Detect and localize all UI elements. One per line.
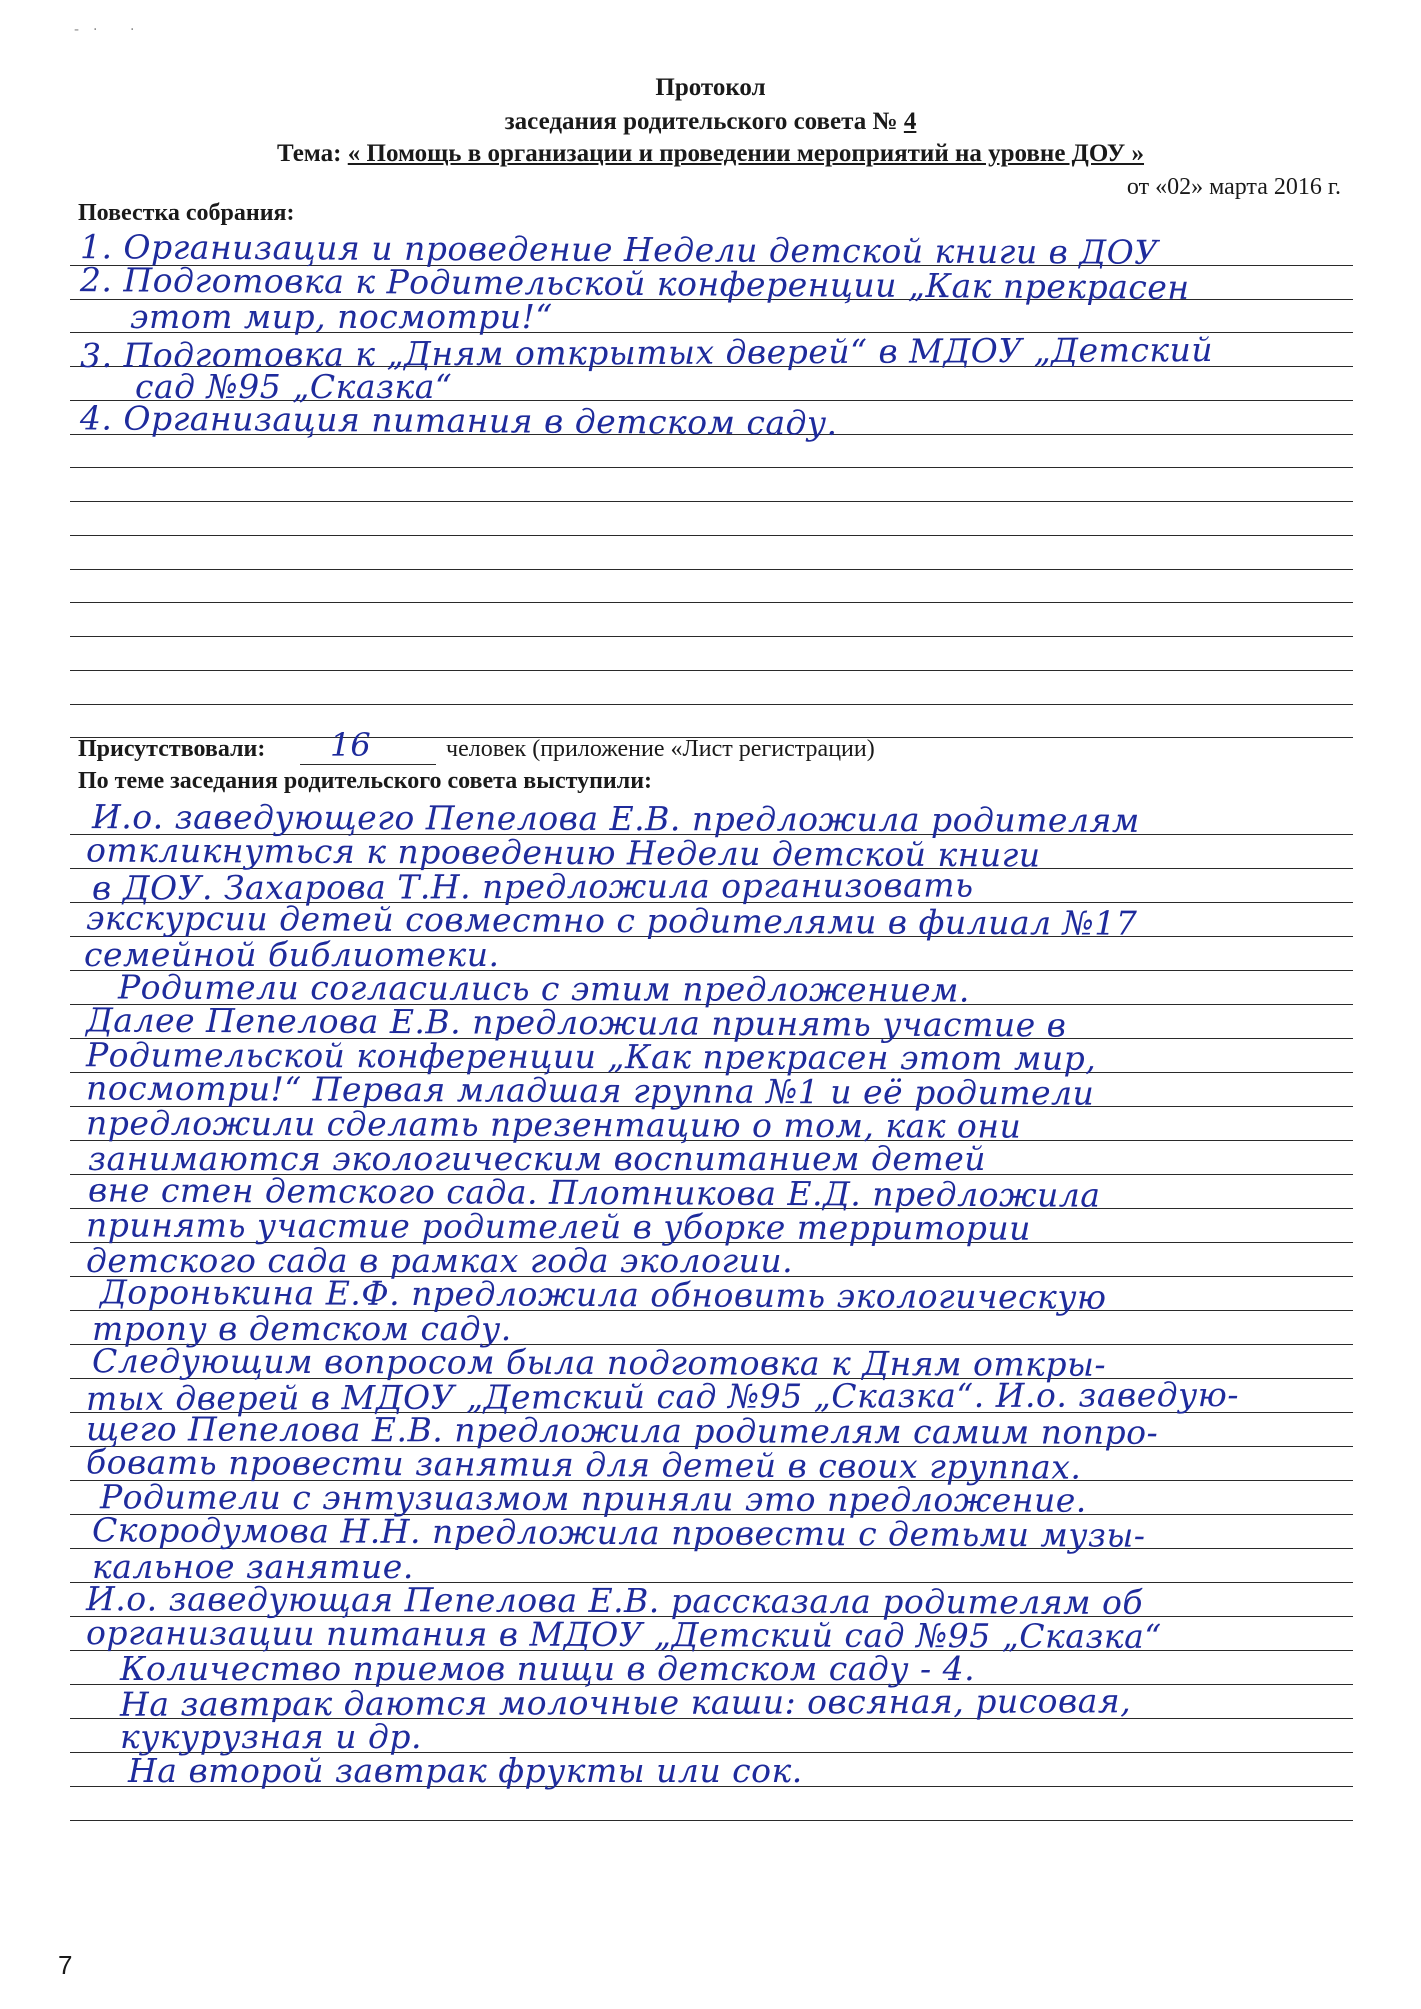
speaker-line: Далее Пепелова Е.В. предложила принять участие в: [85, 1000, 1067, 1045]
speaker-line: щего Пепелова Е.В. предложила родителям самим попро-: [85, 1409, 1159, 1452]
topic-text: « Помощь в организации и проведении мероприятий на уровне ДОУ »: [347, 140, 1145, 167]
agenda-item: этот мир, посмотри!“: [130, 297, 553, 336]
agenda-item: 1. Организация и проведение Недели детской книги в ДОУ: [79, 227, 1159, 272]
speaker-line: Доронькина Е.Ф. предложила обновить экологическую: [99, 1272, 1107, 1317]
speaker-line: кальное занятие.: [92, 1547, 414, 1586]
meeting-date: от «02» марта 2016 г.: [1126, 174, 1341, 200]
speaker-line: посмотри!“ Первая младшая группа №1 и её родители: [85, 1068, 1095, 1113]
page-number: 7: [58, 1950, 73, 1980]
speaker-line: организации питания в МДОУ „Детский сад №95 „Сказка“: [85, 1613, 1162, 1656]
ruled-line: [70, 704, 1353, 705]
speaker-line: принять участие родителей в уборке территории: [85, 1205, 1032, 1248]
attendance-label: Присутствовали:: [78, 736, 266, 762]
ruled-line: [70, 1820, 1353, 1821]
speaker-line: занимаются экологическим воспитанием детей: [88, 1139, 986, 1178]
speaker-line: Следующим вопросом была подготовка к Дням откры-: [91, 1341, 1107, 1384]
agenda-item: 2. Подготовка к Родительской конференции „Как прекрасен: [79, 260, 1190, 307]
speaker-line: экскурсии детей совместно с родителями в филиал №17: [85, 898, 1138, 943]
subtitle-prefix: заседания родительского совета №: [504, 108, 904, 135]
scan-specks: -· ·: [74, 22, 149, 38]
speaker-line: И.о. заведующего Пепелова Е.В. предложила родителям: [91, 797, 1140, 840]
ruled-line: [70, 636, 1353, 637]
ruled-line: [70, 602, 1353, 603]
topic-label: Тема:: [276, 140, 342, 167]
speaker-line: На второй завтрак фрукты или сок.: [128, 1751, 803, 1790]
speaker-line: Родительской конференции „Как прекрасен этот мир,: [85, 1035, 1097, 1078]
speaker-line: в ДОУ. Захарова Т.Н. предложила организовать: [91, 865, 974, 908]
ruled-line: [70, 569, 1353, 570]
speaker-line: семейной библиотеки.: [84, 935, 500, 974]
speaker-line: вне стен детского сада. Плотникова Е.Д. предложила: [87, 1170, 1101, 1215]
speaker-line: На завтрак даются молочные каши: овсяная, рисовая,: [119, 1681, 1132, 1724]
speaker-line: Родители с энтузиазмом приняли это предложение.: [99, 1477, 1087, 1520]
ruled-line: [70, 501, 1353, 502]
meeting-number: 4: [903, 108, 917, 135]
speaker-line: предложили сделать презентацию о том, как они: [85, 1103, 1022, 1146]
speaker-line: Скородумова Н.Н. предложила провести с детьми музы-: [91, 1510, 1146, 1555]
speaker-line: детского сада в рамках года экологии.: [86, 1241, 794, 1280]
meeting-topic: [0, 140, 1421, 168]
speaker-line: тропу в детском саду.: [92, 1309, 512, 1348]
agenda-item: 4. Организация питания в детском саду.: [79, 398, 838, 443]
ruled-line: [70, 670, 1353, 671]
document-subtitle: [0, 108, 1421, 136]
attendance-count: 16: [330, 726, 371, 764]
agenda-item: сад №95 „Сказка“: [135, 367, 453, 406]
speaker-line: И.о. заведующая Пепелова Е.В. рассказала родителям об: [85, 1579, 1144, 1622]
agenda-label: Повестка собрания:: [78, 200, 295, 226]
speaker-line: Количество приемов пищи в детском саду - 4.: [120, 1649, 976, 1688]
speaker-line: тых дверей в МДОУ „Детский сад №95 „Сказка“. И.о. заведую-: [85, 1374, 1240, 1419]
agenda-item: 3. Подготовка к „Дням открытых дверей“ в МДОУ „Детский: [79, 330, 1214, 375]
speaker-line: кукурузная и др.: [120, 1717, 422, 1756]
ruled-line: [70, 535, 1353, 536]
speaker-line: откликнуться к проведению Недели детской книги: [85, 830, 1041, 875]
attendance-suffix: человек (приложение «Лист регистрации): [446, 736, 875, 762]
speaker-line: Родители согласились с этим предложением.: [117, 967, 971, 1010]
ruled-line: [70, 467, 1353, 468]
speaker-line: бовать провести занятия для детей в своих группах.: [85, 1442, 1082, 1487]
speakers-label: По теме заседания родительского совета выступили:: [78, 768, 653, 794]
document-title: Протокол: [655, 74, 766, 101]
